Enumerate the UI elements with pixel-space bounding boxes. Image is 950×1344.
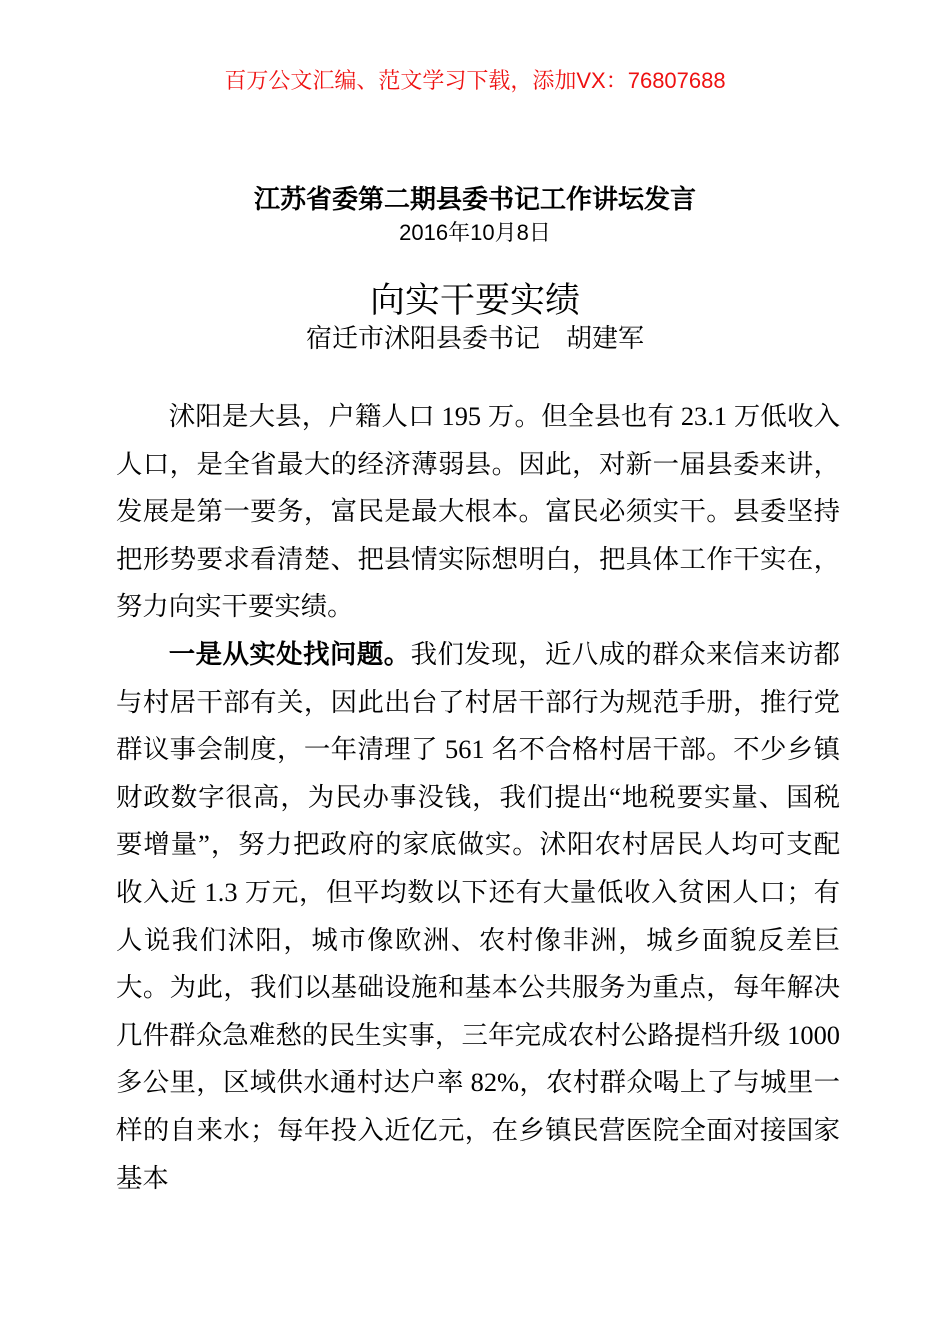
- paragraph: [116, 393, 840, 631]
- watermark-notice: 百万公文汇编、范文学习下载，添加VX：76807688: [224, 68, 726, 93]
- paragraph-lead: 一是从实处找问题。: [168, 638, 411, 669]
- author-byline: 宿迁市沭阳县委书记 胡建军: [305, 324, 644, 353]
- page-title: 向实干要实绩: [369, 281, 580, 320]
- paragraph: [116, 631, 840, 1202]
- document-date: 2016年10月8日: [399, 220, 551, 245]
- document-body: [116, 393, 840, 1202]
- paragraph-text: 沭阳是大县，户籍人口 195 万。但全县也有 23.1 万低收入人口，是全省最大的经济薄弱县。因此，对新一届县委来讲，发展是第一要务，富民是最大根本。富民必须实干。县委坚持把形势要求看清楚、把县情实际想明白，把具体工作干实在，努力向实干要实绩。: [116, 401, 840, 622]
- paragraph-text: 我们发现，近八成的群众来信来访都与村居干部有关，因此出台了村居干部行为规范手册，推行党群议事会制度，一年清理了 561 名不合格村居干部。不少乡镇财政数字很高，为民办事没钱，我们提出“地税要实量、国税要增量”，努力把政府的家底做实。沭阳农村居民人均可支配收入近 1.3 万元，但平均数以下还有大量低收入贫困人口；有人说我们沭阳，城市像欧洲、农村像非洲，城乡面貌反差巨大。为此，我们以基础设施和基本公共服务为重点，每年解决几件群众急难愁的民生实事，三年完成农村公路提档升级 1000 多公里，区域供水通村达户率 82%，农村群众喝上了与城里一样的自来水；每年投入近亿元，在乡镇民营医院全面对接国家基本: [116, 638, 841, 1193]
- document-header-title: 江苏省委第二期县委书记工作讲坛发言: [253, 184, 696, 214]
